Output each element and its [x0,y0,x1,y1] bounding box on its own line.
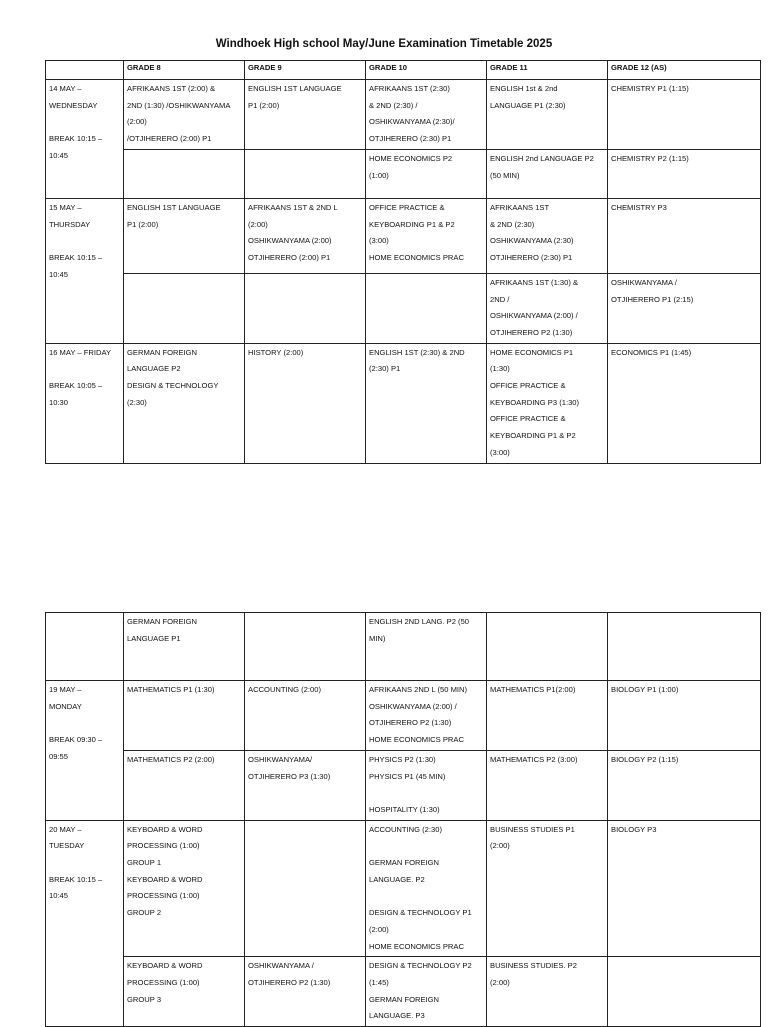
cell-line: (2:00) [490,977,510,987]
cell-line: KEYBOARD & WORD [127,824,203,834]
cell-line: KEYBOARDING P1 & P2 [369,219,455,229]
cell [366,750,487,820]
timetable-part-2 [45,612,761,1027]
table-row [46,613,761,681]
cell-line [49,715,120,732]
cell-line: BREAK 10:15 – [49,134,103,144]
cell-line: (2:00) [248,219,268,229]
header-grade-9: GRADE 9 [245,61,366,80]
cell-line: DESIGN & TECHNOLOGY P2 [369,961,472,971]
cell-line: LANGUAGE P2 [127,364,181,374]
cell-line: HOME ECONOMICS P2 [369,153,453,163]
cell-line: OFFICE PRACTICE & [490,381,566,391]
cell-line: P1 (2:00) [127,219,159,229]
cell-line: HOME ECONOMICS PRAC [369,941,464,951]
cell-line: TUESDAY [49,841,85,851]
table-row [46,149,761,198]
cell-line: (1:30) [490,364,510,374]
cell-empty [608,613,761,681]
cell [487,80,608,150]
cell-line: AFRIKAANS 2ND L (50 MIN) [369,685,468,694]
cell-line: OTJIHERERO P1 (2:15) [611,294,694,304]
cell-line: PROCESSING (1:00) [127,977,200,987]
cell-line: (1:45) [369,977,389,987]
cell [487,149,608,198]
cell-line: ACCOUNTING (2:30) [369,824,442,834]
cell [487,198,608,273]
cell-line [49,114,120,131]
cell-line [49,855,120,872]
cell-line: (3:00) [490,447,510,457]
cell [366,343,487,463]
cell-line: (2:00) [369,924,389,934]
cell-line: OFFICE PRACTICE & [369,202,445,212]
cell-line: CHEMISTRY P1 (1:15) [611,84,689,93]
cell-line: 10:45 [49,891,69,901]
cell [366,957,487,1027]
cell-line: OSHIKWANYAMA (2:00) [248,236,332,246]
cell-line: BREAK 10:15 – [49,252,103,262]
cell-line: OSHIKWANYAMA (2:00) / [369,701,457,711]
table-row [46,820,761,957]
table-row [46,80,761,150]
cell-line: DESIGN & TECHNOLOGY P1 [369,908,472,918]
cell-line: BREAK 10:05 – [49,381,103,391]
cell-line: CHEMISTRY P2 (1:15) [611,153,689,163]
cell-line: LANGUAGE P1 [127,633,181,643]
cell-line: & 2ND (2:30) / [369,100,418,110]
cell-line: 2ND (1:30) /OSHIKWANYAMA [127,100,231,110]
cell-line: HOSPITALITY (1:30) [369,804,440,814]
cell [487,957,608,1027]
cell-line: ENGLISH 2ND LANG. P2 (50 [369,617,470,626]
cell-line: PROCESSING (1:00) [127,891,200,901]
cell-line: ECONOMICS P1 (1:45) [611,347,692,357]
cell-line: (2:00) [127,117,147,127]
cell-line: DESIGN & TECHNOLOGY [127,381,219,391]
page-title: Windhoek High school May/June Examination Timetable 2025 [215,38,553,50]
cell [608,681,761,751]
cell [366,80,487,150]
cell-line: OFFICE PRACTICE & [490,414,566,424]
cell-line: OTJIHERERO P3 (1:30) [248,771,331,781]
cell [124,613,245,681]
cell-line: ENGLISH 1st & 2nd [490,84,558,93]
cell [245,198,366,273]
cell-line: OSHIKWANYAMA/ [248,754,313,764]
cell-line: OSHIKWANYAMA / [611,277,677,287]
cell [487,681,608,751]
cell-line: AFRIKAANS 1ST (1:30) & [490,277,579,287]
cell-line: 14 MAY – [49,84,82,93]
cell-line: LANGUAGE. P2 [369,874,425,884]
cell [608,820,761,957]
cell-line: OTJIHERERO P2 (1:30) [490,327,573,337]
cell-line: BUSINESS STUDIES. P2 [490,961,577,971]
cell-line: BREAK 10:15 – [49,874,103,884]
day-cell [46,820,124,1026]
cell-line: HOME ECONOMICS PRAC [369,735,464,745]
cell-line: ENGLISH 1ST LANGUAGE [127,202,221,212]
cell-line: (1:00) [369,170,389,180]
cell [366,149,487,198]
table-row [46,957,761,1027]
cell-line: OTJIHERERO P2 (1:30) [369,718,452,728]
cell-line [369,838,483,855]
cell [245,681,366,751]
cell-line: 19 MAY – [49,685,82,694]
cell-line: ENGLISH 1ST LANGUAGE [248,84,342,93]
table-row [46,198,761,273]
cell-line: KEYBOARDING P3 (1:30) [490,397,580,407]
cell-line: ACCOUNTING (2:00) [248,685,321,694]
day-cell [46,80,124,199]
cell-line: 10:45 [49,150,69,160]
cell [124,681,245,751]
cell [245,750,366,820]
cell-line: AFRIKAANS 1ST (2:30) [369,84,450,93]
cell-line: (3:00) [369,236,389,246]
cell-line: GERMAN FOREIGN [369,858,440,867]
header-row [46,61,761,80]
cell [608,149,761,198]
cell-line: KEYBOARD & WORD [127,961,203,971]
cell [124,343,245,463]
cell-line: OTJIHERERO P2 (1:30) [248,977,331,987]
cell-line: THURSDAY [49,219,91,229]
cell-line: MATHEMATICS P1(2:00) [490,685,576,694]
cell [245,343,366,463]
cell-line: 10:30 [49,397,69,407]
cell-line: MONDAY [49,701,82,711]
cell-empty [124,149,245,198]
cell-line: AFRIKAANS 1ST & 2ND L [248,202,338,212]
cell-line: (50 MIN) [490,170,520,180]
header-blank [46,61,124,80]
cell-line: 20 MAY – [49,824,82,834]
header-grade-8: GRADE 8 [124,61,245,80]
cell [608,343,761,463]
cell-line: HISTORY (2:00) [248,347,304,357]
cell [487,273,608,343]
cell [124,750,245,820]
cell-line: LANGUAGE. P3 [369,1011,425,1021]
day-cell [46,681,124,821]
cell [366,613,487,681]
cell-empty [46,613,124,681]
cell-line: OTJIHERERO (2:30) P1 [369,134,452,144]
cell-line: WEDNESDAY [49,100,98,110]
cell [124,80,245,150]
cell-line: CHEMISTRY P3 [611,202,667,212]
day-cell [46,198,124,343]
cell-line: /OTJIHERERO (2:00) P1 [127,134,212,144]
cell-empty [245,820,366,957]
cell-line: BIOLOGY P2 (1:15) [611,754,679,764]
cell-line: 2ND / [490,294,510,304]
header-grade-11: GRADE 11 [487,61,608,80]
cell-line: OSHIKWANYAMA / [248,961,314,971]
cell-line [369,785,483,802]
header-grade-12: GRADE 12 (AS) [608,61,761,80]
cell [608,198,761,273]
cell-line: PHYSICS P2 (1:30) [369,754,436,764]
cell [245,80,366,150]
cell-line: PROCESSING (1:00) [127,841,200,851]
cell-line: BUSINESS STUDIES P1 [490,824,575,834]
cell-line: OTJIHERERO (2:30) P1 [490,252,573,262]
cell-line: KEYBOARD & WORD [127,874,203,884]
cell-line: MATHEMATICS P2 (2:00) [127,754,215,764]
table-row [46,343,761,463]
cell-line: (2:00) [490,841,510,851]
cell-line: & 2ND (2:30) [490,219,535,229]
cell-line: BIOLOGY P3 [611,824,657,834]
cell [608,750,761,820]
cell-line [369,888,483,905]
cell-line: GERMAN FOREIGN [127,347,198,357]
cell-line: ENGLISH 2nd LANGUAGE P2 [490,153,594,163]
cell-line: 09:55 [49,751,69,761]
day-cell [46,343,124,463]
table-row [46,273,761,343]
cell [487,820,608,957]
cell-line: 16 MAY – FRIDAY [49,347,112,357]
cell-line: LANGUAGE P1 (2:30) [490,100,566,110]
cell-line: BIOLOGY P1 (1:00) [611,685,679,694]
cell-line: HOME ECONOMICS PRAC [369,252,464,262]
header-grade-10: GRADE 10 [366,61,487,80]
cell-line: MATHEMATICS P2 (3:00) [490,754,578,764]
cell-line: MIN) [369,633,386,643]
cell-line: OSHIKWANYAMA (2:30)/ [369,117,455,127]
cell [366,820,487,957]
cell-line: KEYBOARDING P1 & P2 [490,431,576,441]
timetable-part-1 [45,60,761,464]
cell [608,80,761,150]
cell-line: OTJIHERERO (2:00) P1 [248,252,331,262]
cell [245,957,366,1027]
cell-line: 15 MAY – [49,202,82,212]
cell-line: AFRIKAANS 1ST (2:00) & [127,84,216,93]
cell [366,681,487,751]
cell-empty [487,613,608,681]
cell-line: GROUP 2 [127,908,162,918]
cell-line: (2:30) [127,397,147,407]
cell-line: MATHEMATICS P1 (1:30) [127,685,215,694]
cell-empty [608,957,761,1027]
cell-empty [124,273,245,343]
cell-line: ENGLISH 1ST (2:30) & 2ND [369,347,465,357]
cell-line: GERMAN FOREIGN [127,617,198,626]
cell-line: (2:30) P1 [369,364,401,374]
cell [124,198,245,273]
cell-empty [245,613,366,681]
cell [366,198,487,273]
cell-line: HOME ECONOMICS P1 [490,347,574,357]
cell-empty [366,273,487,343]
cell-line: GROUP 3 [127,994,162,1004]
cell-line: 10:45 [49,269,69,279]
cell-line: PHYSICS P1 (45 MIN) [369,771,446,781]
cell-line: OSHIKWANYAMA (2:00) / [490,311,578,321]
cell-empty [245,273,366,343]
cell [124,820,245,957]
cell-line: GROUP 1 [127,858,162,868]
cell-empty [245,149,366,198]
cell-line: P1 (2:00) [248,100,280,110]
cell [608,273,761,343]
cell-line [49,361,120,378]
cell-line: BREAK 09:30 – [49,735,103,745]
cell-line: GERMAN FOREIGN [369,994,440,1004]
cell-line: AFRIKAANS 1ST [490,202,550,212]
cell [487,750,608,820]
cell-line [49,233,120,250]
table-row [46,681,761,751]
table-row [46,750,761,820]
cell [124,957,245,1027]
cell-line: OSHIKWANYAMA (2:30) [490,236,574,246]
cell [487,343,608,463]
